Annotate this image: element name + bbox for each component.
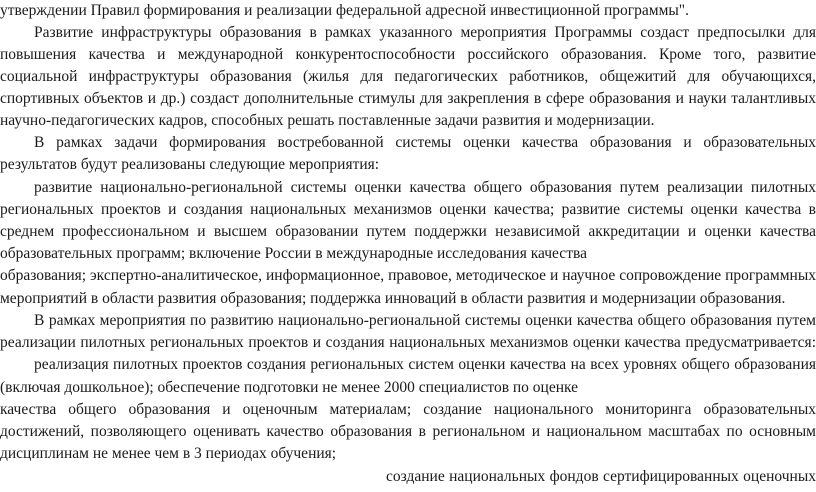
text-line: дисциплинам не менее чем в 3 периодах обучения;	[0, 445, 337, 462]
text-line: Развитие инфраструктуры образования в рамках указанного мероприятия Программы создаст предпосылки для	[34, 24, 816, 41]
text-line: повышения качества и международной конкурентоспособности российского образования. Кроме того, развитие	[0, 46, 816, 63]
text-line: утверждении Правил формирования и реализации федеральной адресной инвестиционной программы".	[0, 2, 690, 19]
text-line: качества общего образования и оценочным материалам; создание национального мониторинга образовательных	[0, 401, 816, 418]
text-line: создание национальных фондов сертифицированных оценочных	[386, 468, 816, 485]
text-line: научно-педагогических кадров, способных решать поставленные задачи развития и модернизации.	[0, 112, 655, 129]
text-line: среднем профессиональном и высшем образовании путем поддержки независимой аккредитации и оценки качества	[0, 223, 816, 240]
text-line: развитие национально-региональной системы оценки качества общего образования путем реализации пилотных	[34, 179, 816, 196]
text-line: В рамках задачи формирования востребованной системы оценки качества образования и образовательных	[34, 134, 816, 151]
text-line: мероприятий в области развития образования; поддержка инноваций в области развития и модернизации образования.	[0, 290, 786, 307]
text-line: (включая дошкольное); обеспечение подготовки не менее 2000 специалистов по оценке	[0, 379, 579, 396]
text-line: достижений, позволяющего оценивать качество образования в региональном и национальном масштабах по основным	[0, 423, 816, 440]
text-line: образования; экспертно-аналитическое, информационное, правовое, методическое и научное сопровождение программных	[0, 267, 816, 284]
text-line: реализация пилотных проектов создания региональных систем оценки качества на всех уровнях общего образования	[34, 356, 816, 373]
text-line: реализации пилотных региональных проектов и создания национальных механизмов оценки качества предусматривается:	[0, 334, 816, 351]
text-line: В рамках мероприятия по развитию национально-региональной системы оценки качества общего образования путем	[34, 312, 816, 329]
text-line: социальной инфраструктуры образования (жилья для педагогических работников, общежитий для обучающихся,	[0, 68, 816, 85]
text-line: спортивных объектов и др.) создаст дополнительные стимулы для закрепления в сфере образования и науки талантливых	[0, 90, 816, 107]
text-line: образовательных программ; включение России в международные исследования качества	[0, 245, 587, 262]
text-line: результатов будут реализованы следующие мероприятия:	[0, 156, 380, 173]
text-line: региональных проектов и создания национальных механизмов оценки качества; развитие системы оценки качества в	[0, 201, 816, 218]
